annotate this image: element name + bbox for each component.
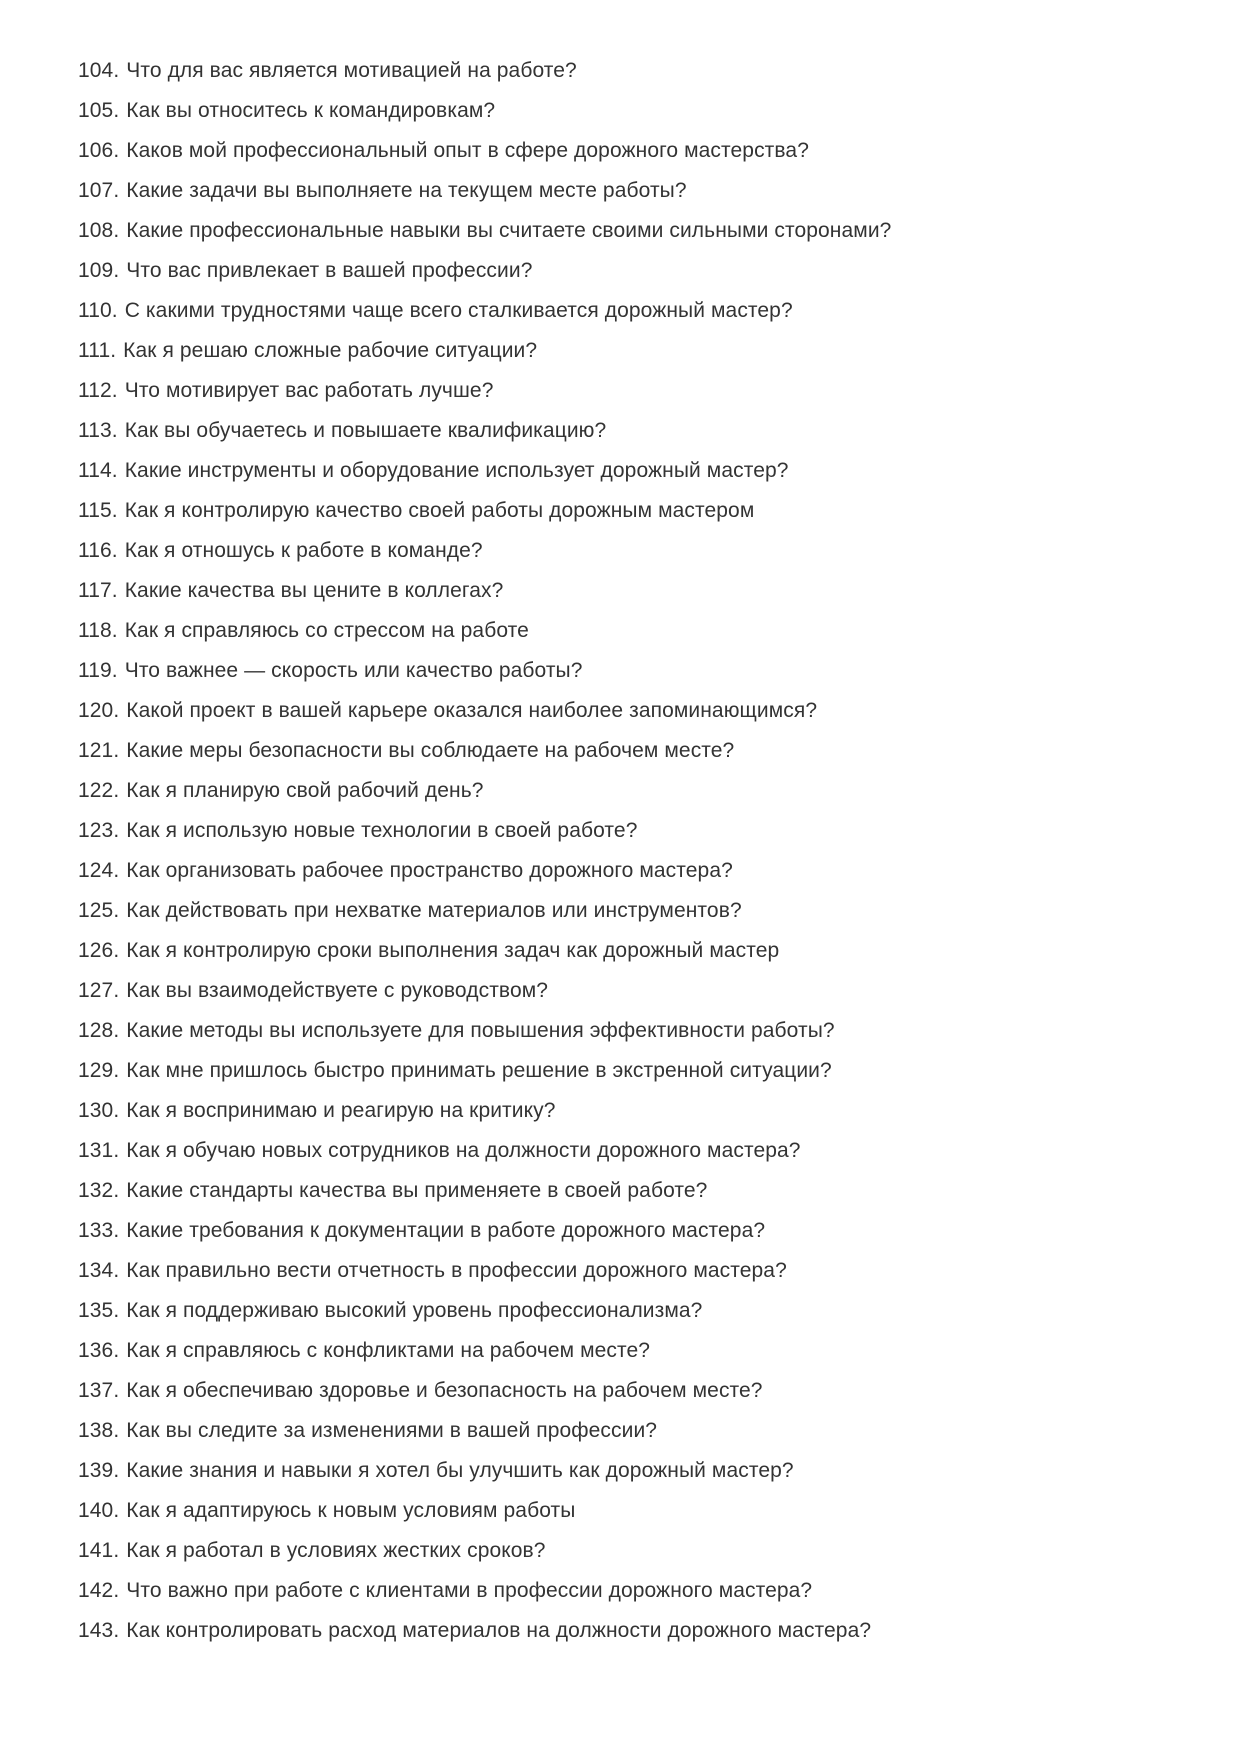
question-text: Как я планирую свой рабочий день? (126, 779, 484, 802)
question-text: Какие требования к документации в работе дорожного мастера? (126, 1219, 766, 1242)
question-number: 119. (78, 659, 118, 682)
list-item (78, 1571, 1209, 1611)
list-item (78, 1371, 1209, 1411)
question-text: Как я воспринимаю и реагирую на критику? (126, 1099, 556, 1122)
question-number: 138. (78, 1419, 120, 1442)
list-item (78, 1051, 1209, 1091)
question-number: 136. (78, 1339, 120, 1362)
question-number: 108. (78, 219, 120, 242)
question-text: Какие методы вы используете для повышения эффективности работы? (126, 1019, 835, 1042)
question-text: Как мне пришлось быстро принимать решение в экстренной ситуации? (126, 1059, 832, 1082)
question-number: 132. (78, 1179, 120, 1202)
question-number: 124. (78, 859, 120, 882)
question-number: 140. (78, 1499, 120, 1522)
question-number: 130. (78, 1099, 120, 1122)
question-number: 112. (78, 379, 118, 402)
question-text: Что вас привлекает в вашей профессии? (126, 259, 533, 282)
list-item (78, 691, 1209, 731)
list-item (78, 731, 1209, 771)
question-text: Как контролировать расход материалов на должности дорожного мастера? (126, 1619, 872, 1642)
question-number: 113. (78, 419, 118, 442)
question-number: 128. (78, 1019, 120, 1042)
question-number: 110. (78, 299, 118, 322)
question-number: 120. (78, 699, 120, 722)
question-number: 117. (78, 579, 118, 602)
question-number: 114. (78, 459, 118, 482)
question-text: Как я работал в условиях жестких сроков? (126, 1539, 546, 1562)
question-text: Как вы относитесь к командировкам? (126, 99, 496, 122)
question-text: Какой проект в вашей карьере оказался наиболее запоминающимся? (126, 699, 818, 722)
list-item (78, 1491, 1209, 1531)
question-text: Что для вас является мотивацией на работе? (126, 59, 577, 82)
question-number: 143. (78, 1619, 120, 1642)
list-item (78, 1611, 1209, 1651)
list-item (78, 1251, 1209, 1291)
question-number: 106. (78, 139, 120, 162)
question-text: Какие задачи вы выполняете на текущем месте работы? (126, 179, 687, 202)
question-text: Как организовать рабочее пространство дорожного мастера? (126, 859, 733, 882)
question-text: Как я контролирую сроки выполнения задач как дорожный мастер (126, 939, 780, 962)
list-item (78, 1011, 1209, 1051)
question-text: Какие качества вы цените в коллегах? (124, 579, 504, 602)
list-item (78, 1531, 1209, 1571)
question-number: 131. (78, 1139, 120, 1162)
list-item (78, 371, 1209, 411)
question-text: Каков мой профессиональный опыт в сфере дорожного мастерства? (126, 139, 809, 162)
list-item (78, 1211, 1209, 1251)
list-item (78, 1131, 1209, 1171)
list-item (78, 851, 1209, 891)
list-item (78, 1331, 1209, 1371)
list-item (78, 531, 1209, 571)
question-number: 135. (78, 1299, 120, 1322)
question-number: 105. (78, 99, 120, 122)
question-number: 111. (78, 339, 117, 362)
question-text: Как вы взаимодействуете с руководством? (126, 979, 549, 1002)
list-item (78, 1291, 1209, 1331)
list-item (78, 931, 1209, 971)
question-number: 118. (78, 619, 118, 642)
question-text: Какие меры безопасности вы соблюдаете на рабочем месте? (126, 739, 735, 762)
question-text: Какие стандарты качества вы применяете в своей работе? (126, 1179, 708, 1202)
question-text: Как я справляюсь с конфликтами на рабочем месте? (126, 1339, 651, 1362)
list-item (78, 1451, 1209, 1491)
question-text: Что мотивирует вас работать лучше? (124, 379, 494, 402)
list-item (78, 331, 1209, 371)
question-number: 122. (78, 779, 120, 802)
question-text: Как я контролирую качество своей работы дорожным мастером (124, 499, 755, 522)
list-item (78, 251, 1209, 291)
question-number: 141. (78, 1539, 120, 1562)
list-item (78, 571, 1209, 611)
question-text: Как действовать при нехватке материалов или инструментов? (126, 899, 742, 922)
question-number: 121. (78, 739, 120, 762)
question-text: С какими трудностями чаще всего сталкивается дорожный мастер? (124, 299, 793, 322)
question-text: Как я отношусь к работе в команде? (124, 539, 483, 562)
list-item (78, 971, 1209, 1011)
question-number: 129. (78, 1059, 120, 1082)
question-text: Что важно при работе с клиентами в профессии дорожного мастера? (126, 1579, 813, 1602)
list-item (78, 171, 1209, 211)
list-item (78, 771, 1209, 811)
question-text: Как я решаю сложные рабочие ситуации? (123, 339, 538, 362)
question-number: 126. (78, 939, 120, 962)
question-number: 127. (78, 979, 120, 1002)
question-text: Какие инструменты и оборудование использует дорожный мастер? (124, 459, 789, 482)
list-item (78, 291, 1209, 331)
question-number: 109. (78, 259, 120, 282)
list-item (78, 491, 1209, 531)
question-number: 139. (78, 1459, 120, 1482)
question-text: Как я использую новые технологии в своей работе? (126, 819, 638, 842)
list-item (78, 811, 1209, 851)
question-text: Какие профессиональные навыки вы считаете своими сильными сторонами? (126, 219, 892, 242)
question-text: Какие знания и навыки я хотел бы улучшить как дорожный мастер? (126, 1459, 794, 1482)
question-list (78, 51, 1209, 1651)
question-number: 137. (78, 1379, 120, 1402)
list-item (78, 51, 1209, 91)
list-item (78, 411, 1209, 451)
question-number: 104. (78, 59, 120, 82)
list-item (78, 891, 1209, 931)
list-item (78, 1171, 1209, 1211)
list-item (78, 1091, 1209, 1131)
question-text: Как я обеспечиваю здоровье и безопасность на рабочем месте? (126, 1379, 763, 1402)
question-number: 115. (78, 499, 118, 522)
list-item (78, 611, 1209, 651)
question-text: Как я обучаю новых сотрудников на должности дорожного мастера? (126, 1139, 801, 1162)
list-item (78, 1411, 1209, 1451)
question-text: Как я справляюсь со стрессом на работе (124, 619, 529, 642)
question-text: Как вы следите за изменениями в вашей профессии? (126, 1419, 658, 1442)
question-number: 142. (78, 1579, 120, 1602)
question-number: 123. (78, 819, 120, 842)
question-text: Что важнее — скорость или качество работы? (124, 659, 583, 682)
list-item (78, 91, 1209, 131)
list-item (78, 211, 1209, 251)
list-item (78, 131, 1209, 171)
question-text: Как вы обучаетесь и повышаете квалификацию? (124, 419, 607, 442)
question-number: 125. (78, 899, 120, 922)
question-number: 134. (78, 1259, 120, 1282)
question-number: 133. (78, 1219, 120, 1242)
question-text: Как я поддерживаю высокий уровень профессионализма? (126, 1299, 703, 1322)
question-text: Как правильно вести отчетность в профессии дорожного мастера? (126, 1259, 787, 1282)
list-item (78, 651, 1209, 691)
list-item (78, 451, 1209, 491)
question-text: Как я адаптируюсь к новым условиям работы (126, 1499, 576, 1522)
question-number: 116. (78, 539, 118, 562)
question-number: 107. (78, 179, 120, 202)
